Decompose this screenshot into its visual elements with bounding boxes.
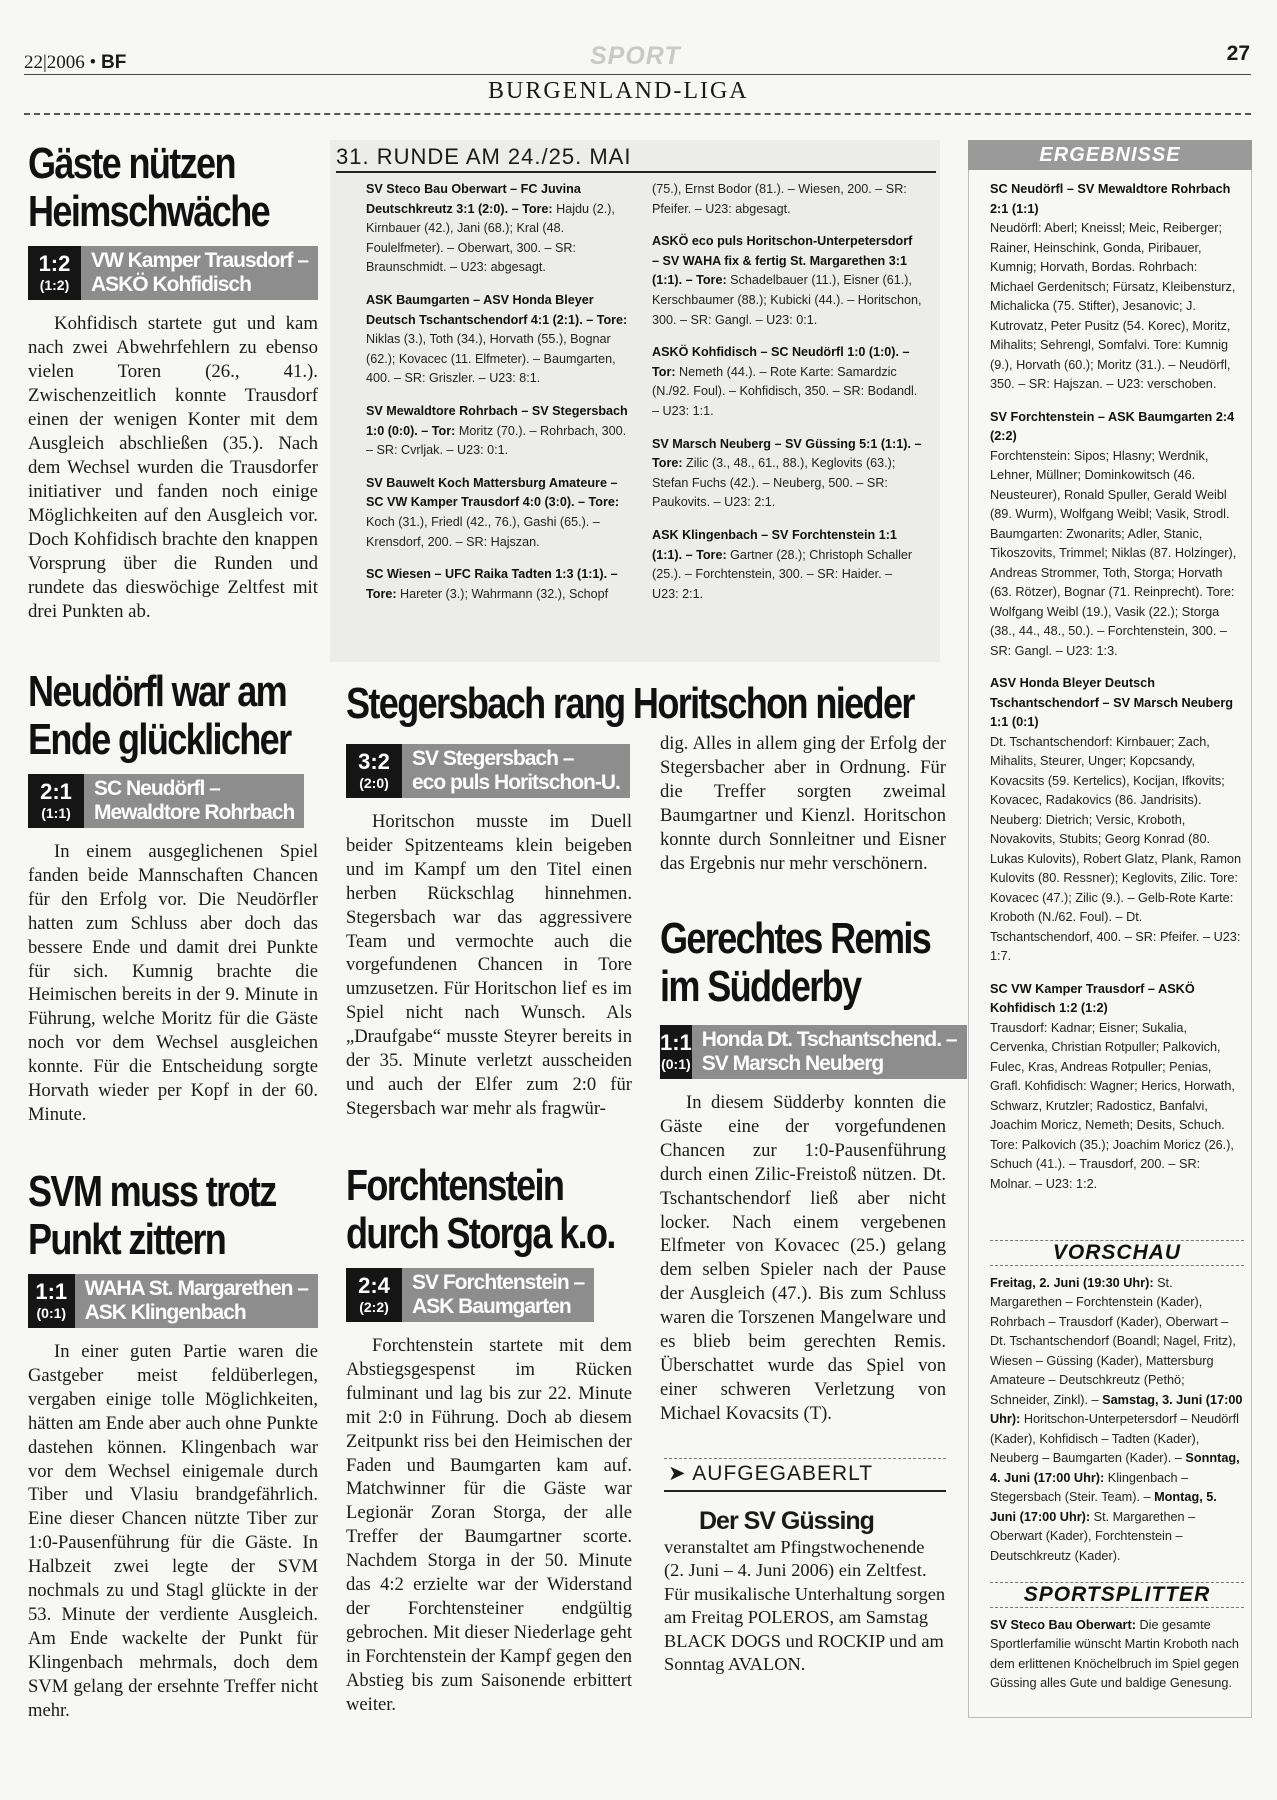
result-item: ASV Honda Bleyer Deutsch Tschantschendorf – SV Marsch Neuberg 1:1 (0:1) Dt. Tschantschendorf: Kirnbauer; Zach, Mihalits, Steurer, Unger; Kopcsandy, Kovacsits (59. Kertelics), Kocijan, Ifkovits; Kovacec, Radakovics (86. Jandrisits). Neuberg: Dietrich; Versic, Kroboth, Novakovits, Stubits; Georg Konrad (80. Lukas Kulovits), Robert Glatz, Plank, Ramon Kulovits (80. Ressner); Keglovits, Zilic. Tore: Kovacec (47.); Zilic (9.). – Gelb-Rote Karte: Kroboth (N./62. Foul). – Dt. Tschantschendorf, 400. – SR: Pfeifer. – U23: 1:7. — [990, 676, 1242, 963]
headline: SVM muss trotz Punkt zittern — [28, 1167, 276, 1264]
sportsplitter-title: SPORTSPLITTER — [990, 1582, 1244, 1608]
article-text: Kohfidisch startete gut und kam nach zwei Abwehrfehlern zu ebenso vielen Toren (26., 41.). Zwischenzeitlich konnte Trausdorf einen der wenigen Konter mit dem Ausgleich abschließen (35.). Nach dem Wechsel wurden die Trausdorfer initiativer und fanden noch einige Möglichkeiten auf den Ausgleich vor. Doch Kohfidisch brachte den knappen Vorsprung über die Runden und rundete das dieswöchige Zeltfest mit drei Punkten ab. — [28, 313, 318, 622]
round-results-col-1 — [366, 180, 628, 617]
article-text: In einer guten Partie waren die Gastgeber meist feldüberlegen, vergaben einige tolle Möglichkeiten, hätten am Ende aber auch ohne Punkte dastehen können. Klingenbach war vor dem Wechsel einigemale durch Tiber und Vlasiu brandgefährlich. Eine dieser Chancen nützte Tiber zur 1:0-Pausenführung für die Gäste. In Halbzeit zwei legte der SVM nochmals zu und Stagl glückte in der 53. Minute der verdiente Ausgleich. Am Ende wackelte der Punkt für Klingenbach mehrmals, doch dem SVM gelang der ersehnte Treffer nicht mehr. — [28, 1341, 318, 1721]
article-svm — [28, 1168, 318, 1723]
vorschau-text: Freitag, 2. Juni (19:30 Uhr): St. Margarethen – Forchtenstein (Kader), Rohrbach – Trausdorf (Kader), Oberwart – Dt. Tschantschendorf (Boandl; Nagel, Fritz), Wiesen – Güssing (Kader), Mattersburg Amateure – Deutschkreutz (Pethö; Schneider, Zinkl). – Samstag, 3. Juni (17:00 Uhr): Horitschon-Unterpetersdorf – Neudörfl (Kader), Kohfidisch – Tadten (Kader), Neuberg – Baumgarten (Kader). – Sonntag, 4. Juni (17:00 Uhr): Klingenbach – Stegersbach (Steir. Team). – Montag, 5. Juni (17:00 Uhr): St. Margarethen – Oberwart (Kader), Forchtenstein – Deutschkreutz (Kader). — [990, 1275, 1243, 1563]
article-suedderby — [660, 914, 957, 1426]
match-result: ASK Baumgarten – ASV Honda Bleyer Deutsch Tschantschendorf 4:1 (2:1). – Tore: Niklas (3.), Toth (34.), Horvath (55.), Bognar (62.); Kovacec (11. Elfmeter). – Baumgarten, 400. – SR: Griszler. – U23: 8:1. — [366, 292, 628, 386]
ergebnisse-list — [990, 180, 1244, 1207]
match-result: ASKÖ eco puls Horitschon-Unterpetersdorf – SV WAHA fix & fertig St. Margarethen 3:1 (1:1). – Tore: Schadelbauer (11.), Eisner (61.), Kerschbaumer (88.); Kubicki (44.). – Horitschon, 300. – SR: Gangl. – U23: 0:1. — [652, 234, 922, 327]
score-box: 2:1 (1:1) SC Neudörfl – Mewaldtore Rohrbach — [28, 774, 318, 828]
match-result: (75.), Ernst Bodor (81.). – Wiesen, 200. – SR: Pfeifer. – U23: abgesagt. — [652, 182, 907, 216]
score-box: 1:1 (0:1) WAHA St. Margarethen – ASK Klingenbach — [28, 1274, 318, 1328]
score-box: 1:1 (0:1) Honda Dt. Tschantschend. – SV Marsch Neuberg — [660, 1025, 946, 1079]
match-result: SV Bauwelt Koch Mattersburg Amateure – SC VW Kamper Trausdorf 4:0 (3:0). – Tore: Koch (31.), Friedl (42., 76.), Gashi (65.). – Krensdorf, 200. – SR: Hajszan. — [366, 475, 620, 549]
sportsplitter-section — [990, 1582, 1244, 1707]
headline: Forchtenstein durch Storga k.o. — [346, 1161, 615, 1258]
header-dashed-rule — [24, 113, 1251, 115]
match-result: SV Steco Bau Oberwart – FC Juvina Deutschkreutz 3:1 (2:0). – Tore: Hajdu (2.), Kirnbauer (42.), Jani (68.); Kral (48. Foulelfmeter). – Oberwart, 300. – SR: Braunschmidt. – U23: abgesagt. — [366, 182, 615, 275]
match-result: ASK Klingenbach – SV Forchtenstein 1:1 (1:1). – Tore: Gartner (28.); Christoph Schaller (25.). – Forchtenstein, 300. – SR: Haider. – U23: 2:1. — [652, 527, 913, 601]
round-rule — [336, 171, 936, 173]
round-title: 31. RUNDE AM 24./25. MAI — [336, 144, 632, 169]
score-box: 2:4 (2:2) SV Forchtenstein – ASK Baumgarten — [346, 1268, 632, 1322]
article-stegersbach-col-2 — [660, 732, 946, 875]
headline: Stegersbach rang Horitschon nieder — [346, 679, 914, 728]
article-text: In diesem Südderby konnten die Gäste eine der vorgefundenen Chancen zur 1:0-Pausenführung durch einen Zilic-Freistoß nützen. Dt. Tschantschendorf ließ aber nicht locker. Nach einem vergebenen Elfmeter von Kovacec (25.) gelang dem selben Spieler nach der Pause der Ausgleich (47.). Bis zum Schluss waren die Torszenen Mangelware und es blieb beim gerechten Remis. Überschattet wurde das Spiel von einer schweren Verletzung von Michael Kovacsits (T). — [660, 1092, 946, 1424]
aufgegaberlt-text: Der SV Güssing veranstaltet am Pfingstwochenende (2. Juni – 4. Juni 2006) ein Zeltfest. Für musikalische Unterhaltung sorgen am Freitag POLEROS, am Samstag BLACK DOGS und ROCKIP und am Sonntag AVALON. — [664, 1507, 946, 1674]
headline: Gäste nützen Heimschwäche — [28, 139, 270, 236]
article-text: Forchtenstein startete mit dem Abstiegsgespenst im Rücken fulminant und lag bis zur 22. Minute mit 2:0 in Führung. Doch ab diesem Zeitpunkt riss bei den Heimischen der Faden und Baumgarten kam auf. Matchwinner für die Gäste war Legionär Zoran Storga, der alle Treffer der Baumgartner scorte. Nachdem Storga in der 50. Minute das 4:2 erzielte war der Widerstand der Forchtensteiner endgültig gebrochen. Mit dieser Niederlage geht in Forchtenstein der Kampf gegen den Abstieg bis zum Saisonende erbittert weiter. — [346, 1335, 632, 1715]
match-result: SV Mewaldtore Rohrbach – SV Stegersbach 1:0 (0:0). – Tor: Moritz (70.). – Rohrbach, 300. – SR: Cvrljak. – U23: 0:1. — [366, 403, 628, 458]
headline: Gerechtes Remis im Südderby — [660, 914, 931, 1011]
section-title: SPORT — [590, 42, 681, 70]
article-text: dig. Alles in allem ging der Erfolg der Stegersbacher aber in Ordnung. Für die Treffer sorgten zweimal Baumgartner und Kienzl. Horitschon konnte durch Sonnleitner und Eisner das Ergebnis nur mehr verschönern. — [660, 733, 946, 874]
article-stegersbach-col-1 — [346, 734, 632, 1121]
score-box: 3:2 (2:0) SV Stegersbach – eco puls Horitschon-U. — [346, 744, 632, 798]
article-text: Horitschon musste im Duell beider Spitzenteams klein beigeben und im Kampf um den Titel einen herben Rückschlag hinnehmen. Stegersbach war das aggressivere Team und vermochte auch die vorgefundenen Chancen in Tore umzusetzen. Für Horitschon lief es im Spiel nicht nach Wunsch. Als „Draufgabe“ musste Steyrer bereits in der 35. Minute verletzt ausscheiden und auch der Elfer zum 2:0 für Stegersbach war mehr als fragwür- — [346, 811, 632, 1119]
article-gaeste — [28, 140, 318, 624]
vorschau-section — [990, 1240, 1244, 1579]
sportsplitter-text: SV Steco Bau Oberwart: Die gesamte Sportlerfamilie wünscht Martin Kroboth nach dem erlittenen Knöchelbruch im Spiel gegen Güssing alles Gute und baldige Genesung. — [990, 1617, 1239, 1690]
arrow-icon: ➤ — [668, 1462, 687, 1485]
vorschau-title: VORSCHAU — [990, 1240, 1244, 1266]
match-result: SC Wiesen – UFC Raika Tadten 1:3 (1:1). – Tore: Hareter (3.); Wahrmann (32.), Schopf — [366, 567, 618, 601]
article-forchtenstein — [346, 1162, 632, 1717]
page-number: 27 — [1226, 42, 1250, 65]
result-item: SC VW Kamper Trausdorf – ASKÖ Kohfidisch 1:2 (1:2) Trausdorf: Kadnar; Eisner; Sukalia, Cervenka, Christian Rotpuller; Palkovich, Fulec, Kras, Andreas Rotpuller; Penias, Grafl. Kohfidisch: Wagner; Herics, Horwath, Schwarz, Krutzler; Radosticz, Banfalvi, Joachim Moricz, Nemeth; Desits, Schuch. Tore: Palkovich (35.); Joachim Moricz (26.), Schuch (41.). – Trausdorf, 200. – SR: Molnar. – U23: 1:2. — [990, 981, 1235, 1191]
match-result: ASKÖ Kohfidisch – SC Neudörfl 1:0 (1:0). – Tor: Nemeth (44.). – Rote Karte: Samardzic (N./92. Foul). – Kohfidisch, 350. – SR: Bodandl. – U23: 1:1. — [652, 345, 918, 418]
article-text: In einem ausgeglichenen Spiel fanden beide Mannschaften Chancen für den Erfolg vor. Die Neudörfler hatten zum Schluss aber doch das bessere Ende und damit drei Punkte für sich. Kumnig brachte die Heimischen bereits in der 9. Minute in Führung, welche Moritz für die Gäste noch vor dem Wechsel ausgleichen konnte. Für die Entscheidung sorgte Horvath wieder per Kopf in der 60. Minute. — [28, 841, 318, 1125]
result-item: SC Neudörfl – SV Mewaldtore Rohrbach 2:1 (1:1) Neudörfl: Aberl; Kneissl; Meic, Reiberger; Rainer, Heinschink, Gonda, Piribauer, Kumnig; Horvath, Bordas. Rohrbach: Michael Gerdenitsch; Fürsatz, Kleibensturz, Michalicka (75. Stifter), Jesanovic; J. Kutrovatz, Peter Pusitz (54. Korec), Moritz, Mihalits; Sehrengl, Somfalvi. Tore: Kumnig (9.), Horvath (60.); Moritz (31.). – Neudörfl, 350. – SR: Hajszan. – U23: verschoben. — [990, 182, 1236, 391]
match-result: SV Marsch Neuberg – SV Güssing 5:1 (1:1). – Tore: Zilic (3., 48., 61., 88.), Keglovits (63.); Stefan Fuchs (42.). – Neuberg, 500. – SR: Paukovits. – U23: 2:1. — [652, 436, 922, 510]
round-results-col-2 — [652, 180, 922, 617]
aufgegaberlt-header: ➤ AUFGEGABERLT — [664, 1458, 946, 1492]
article-neudoerfl — [28, 668, 318, 1127]
headline: Neudörfl war am Ende glücklicher — [28, 667, 291, 764]
article-stegersbach — [346, 680, 946, 728]
result-item: SV Forchtenstein – ASK Baumgarten 2:4 (2:2) Forchtenstein: Sipos; Hlasny; Werdnik, Lehner, Müllner; Dominkowitsch (46. Neusteurer), Ronald Spuller, Gerald Weibl (89. Wurm), Wolfgang Weibl; Vasik, Strodl. Baumgarten: Zwonarits; Adler, Stanic, Tikoszovits, Trimmel; Niklas (87. Holzinger), Andreas Strommer, Toth, Storga; Horvath (63. Rötzer), Bognar (71. Reinprecht). Tore: Wolfgang Weibl (19.), Vasik (22.); Storga (38., 44., 48., 50.). – Forchtenstein, 300. – SR: Gangl. – U23: 1:3. — [990, 409, 1237, 658]
league-title: BURGENLAND-LIGA — [488, 78, 749, 104]
issue-info: 22|2006 • BF — [24, 52, 127, 73]
ergebnisse-title: ERGEBNISSE — [968, 140, 1252, 170]
header-rule — [24, 74, 1251, 75]
score-box: 1:2 (1:2) VW Kamper Trausdorf – ASKÖ Kohfidisch — [28, 246, 318, 300]
